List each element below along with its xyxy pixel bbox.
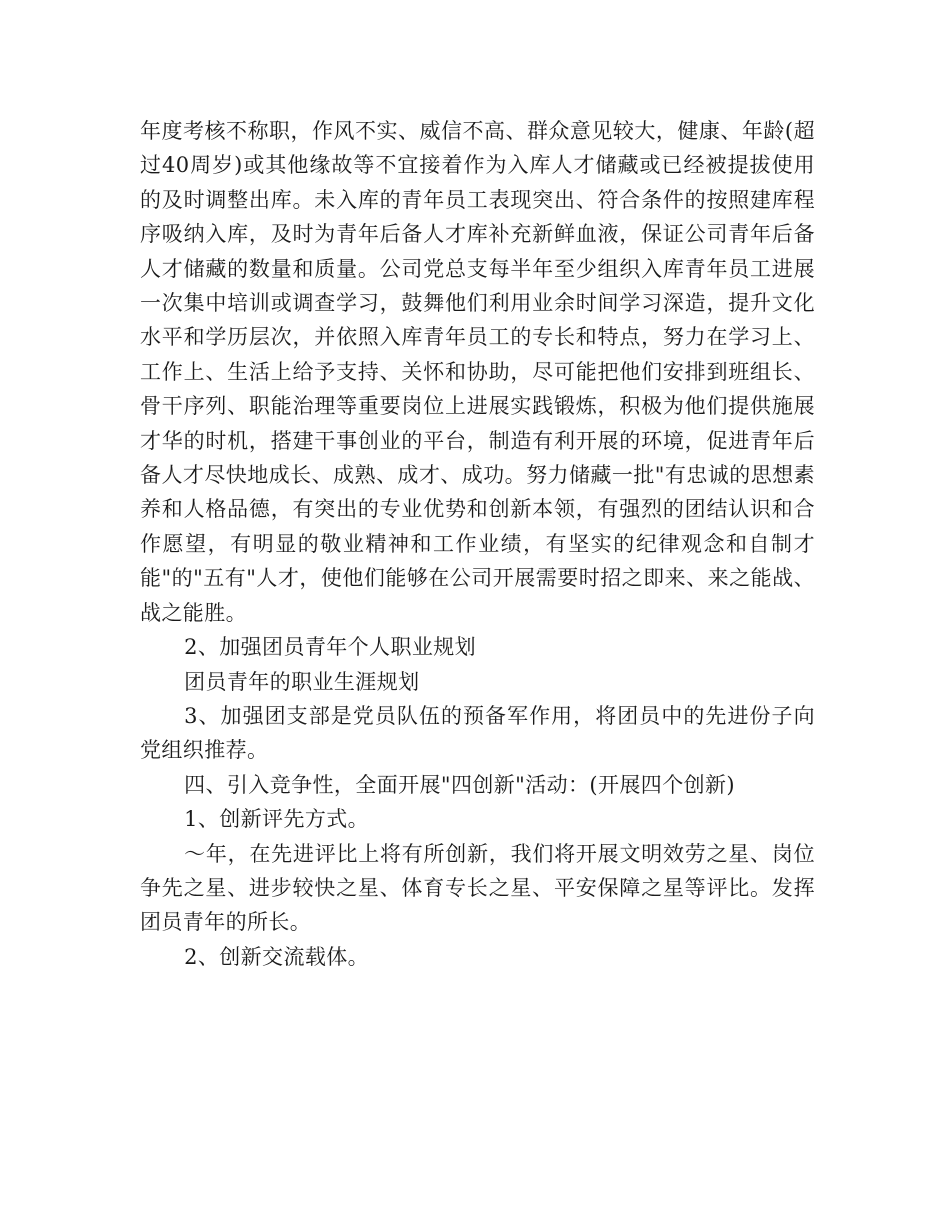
paragraph-talent-reserve: 年度考核不称职，作风不实、威信不高、群众意见较大，健康、年龄(超过40周岁)或其他缘故等不宜接着作为入库人才储藏或已经被提拔使用的及时调整出库。未入库的青年员工表现突出、符合条件的按照建库程序吸纳入库，及时为青年后备人才库补充新鲜血液，保证公司青年后备人才储藏的数量和质量。公司党总支每半年至少组织入库青年员工进展一次集中培训或调查学习，鼓舞他们利用业余时间学习深造，提升文化水平和学历层次，并依照入库青年员工的专长和特点，努力在学习上、工作上、生活上给予支持、关怀和协助，尽可能把他们安排到班组长、骨干序列、职能治理等重要岗位上进展实践锻炼，积极为他们提供施展才华的时机，搭建干事创业的平台，制造有利开展的环境，促进青年后备人才尽快地成长、成熟、成才、成功。努力储藏一批"有忠诚的思想素养和人格品德，有突出的专业优势和创新本领，有强烈的团结认识和合作愿望，有明显的敬业精神和工作业绩，有坚实的纪律观念和自制才能"的"五有"人才，使他们能够在公司开展需要时招之即来、来之能战、战之能胜。 [140,119,815,625]
paragraph-innovation-evaluation: ～年，在先进评比上将有所创新，我们将开展文明效劳之星、岗位争先之星、进步较快之星、体育专长之星、平安保障之星等评比。发挥团员青年的所长。 [140,841,815,935]
paragraph-innovation-evaluation-heading: 1、创新评先方式。 [184,807,370,832]
paragraph-career-planning: 团员青年的职业生涯规划 [184,669,420,694]
paragraph-career-planning-heading: 2、加强团员青年个人职业规划 [184,635,477,660]
document-page [140,114,815,974]
paragraph-innovation-exchange-heading: 2、创新交流载体。 [184,944,370,969]
section-heading-four-innovations: 四、引入竞争性，全面开展"四创新"活动：(开展四个创新) [184,772,735,797]
paragraph-league-branch: 3、加强团支部是党员队伍的预备军作用，将团员中的先进份子向党组织推荐。 [140,703,815,763]
